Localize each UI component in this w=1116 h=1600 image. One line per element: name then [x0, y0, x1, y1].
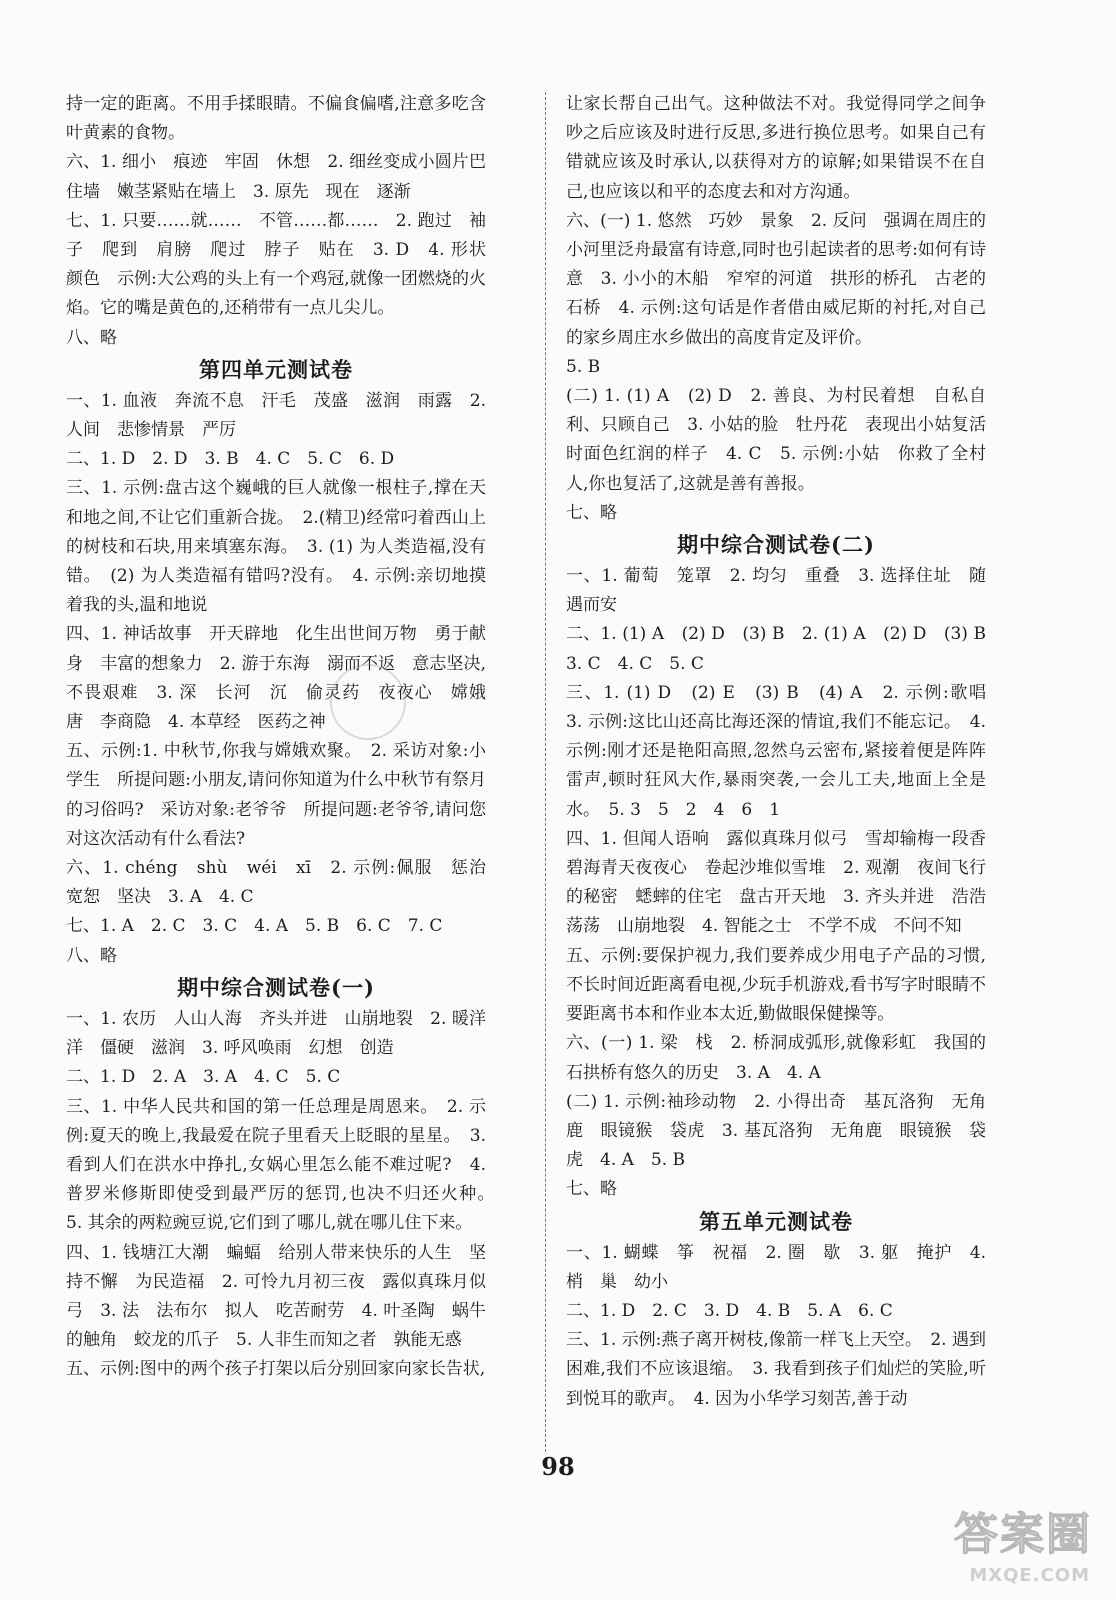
page-number: 98 [541, 1452, 575, 1481]
answer-paragraph: 七、1. A 2. C 3. C 4. A 5. B 6. C 7. C [66, 916, 443, 937]
answer-paragraph: 六、(一) 1. 悠然 巧妙 景象 2. 反问 强调在周庄的小河里泛舟最富有诗意,同时也引起读者的思考:如何有诗意 3. 小小的木船 窄窄的河道 拱形的桥孔 古老的石桥 4. 示例:这句话是作者借由威尼斯的衬托,对自己的家乡周庄水乡做出的高度肯定及评价。 [566, 210, 986, 348]
answer-paragraph: 五、示例:图中的两个孩子打架以后分别回家向家长告状, [66, 1359, 486, 1380]
answer-paragraph: 八、略 [66, 327, 117, 348]
watermark-logo: 答案圈 [954, 1509, 1092, 1560]
answer-paragraph: 二、1. D 2. C 3. D 4. B 5. A 6. C [566, 1300, 893, 1321]
answer-paragraph: 三、1. 中华人民共和国的第一任总理是周恩来。 2. 示例:夏天的晚上,我最爱在院子里看天上眨眼的星星。 3. 看到人们在洪水中挣扎,女娲心里怎么能不难过呢? 4. 普罗米修斯即使受到最严厉的惩罚,也决不归还火种。 5. 其余的两粒豌豆说,它们到了哪儿,就在哪儿住下来。 [66, 1096, 503, 1234]
answer-paragraph: 5. B [566, 356, 601, 377]
answer-paragraph: 六、1. 细小 痕迹 牢固 休想 2. 细丝变成小圆片巴住墙 嫩茎紧贴在墙上 3. 原先 现在 逐渐 [66, 152, 486, 202]
answer-paragraph: 二、1. (1) A (2) D (3) B 2. (1) A (2) D (3) B 3. C 4. C 5. C [566, 624, 1003, 674]
answer-paragraph: 一、1. 葡萄 笼罩 2. 均匀 重叠 3. 选择住址 随遇而安 [566, 566, 986, 616]
site-watermark [896, 1498, 1096, 1588]
answer-paragraph: 三、1. (1) D (2) E (3) B (4) A 2. 示例:歌唱 3. 示例:这比山还高比海还深的情谊,我们不能忘记。 4. 示例:刚才还是艳阳高照,忽然乌云密布,紧接着便是阵阵雷声,顿时狂风大作,暴雨突袭,一会儿工夫,地面上全是水。 5. 3 5 2 4 6 1 [566, 682, 1003, 820]
answer-paragraph: 二、1. D 2. D 3. B 4. C 5. C 6. D [66, 449, 395, 470]
right-column [566, 90, 1003, 1414]
section-heading: 期中综合测试卷(二) [677, 532, 875, 558]
answer-paragraph: 六、(一) 1. 梁 栈 2. 桥洞成弧形,就像彩虹 我国的石拱桥有悠久的历史 3. A 4. A [566, 1033, 986, 1083]
answer-paragraph: 七、略 [566, 1179, 617, 1200]
answer-paragraph: 四、1. 但闻人语响 露似真珠月似弓 雪却输梅一段香 碧海青天夜夜心 卷起沙堆似雪堆 2. 观潮 夜间飞行的秘密 蟋蟀的住宅 盘古开天地 3. 齐头并进 浩浩荡荡 山崩地裂 4. 智能之士 不学不成 不问不知 [566, 828, 1003, 937]
answer-paragraph: 一、1. 农历 人山人海 齐头并进 山崩地裂 2. 暖洋洋 僵硬 滋润 3. 呼风唤雨 幻想 创造 [66, 1008, 486, 1059]
answer-paragraph: 让家长帮自己出气。这种做法不对。我觉得同学之间争吵之后应该及时进行反思,多进行换位思考。如果自己有错就应该及时承认,以获得对方的谅解;如果错误不在自己,也应该以和平的态度去和对方沟通。 [566, 94, 986, 202]
section-heading: 期中综合测试卷(一) [177, 974, 375, 1000]
answer-paragraph: 三、1. 示例:盘古这个巍峨的巨人就像一根柱子,撑在天和地之间,不让它们重新合拢。 2.(精卫)经常叼着西山上的树枝和石块,用来填塞东海。 3. (1) 为人类造福,没有错。 (2) 为人类造福有错吗?没有。 4. 示例:亲切地摸着我的头,温和地说 [66, 478, 486, 616]
column-divider [545, 92, 546, 1452]
answer-paragraph: 三、1. 示例:燕子离开树枝,像箭一样飞上天空。 2. 遇到困难,我们不应该退缩。 3. 我看到孩子们灿烂的笑脸,听到悦耳的歌声。 4. 因为小华学习刻苦,善于动 [566, 1330, 986, 1409]
section-heading: 第五单元测试卷 [699, 1208, 853, 1234]
answer-paragraph: 五、示例:要保护视力,我们要养成少用电子产品的习惯,不长时间近距离看电视,少玩手机游戏,看书写字时眼睛不要距离书本和作业本太近,勤做眼保健操等。 [566, 945, 986, 1025]
answer-paragraph: 四、1. 钱塘江大潮 蝙蝠 给别人带来快乐的人生 坚持不懈 为民造福 2. 可怜九月初三夜 露似真珠月似弓 3. 法 法布尔 拟人 吃苦耐劳 4. 叶圣陶 蜗牛的触角 蛟龙的爪子 5. 人非生而知之者 孰能无惑 [66, 1242, 486, 1351]
answer-paragraph: 八、略 [66, 945, 117, 966]
answer-paragraph: 七、1. 只要……就…… 不管……都…… 2. 跑过 袖子 爬到 肩膀 爬过 脖子 贴在 3. D 4. 形状 颜色 示例:大公鸡的头上有一个鸡冠,就像一团燃烧的火焰。它的嘴是黄色的,还稍带有一点儿尖儿。 [66, 210, 503, 319]
left-column [66, 90, 503, 1385]
answer-paragraph: 二、1. D 2. A 3. A 4. C 5. C [66, 1067, 341, 1088]
answer-paragraph: (二) 1. (1) A (2) D 2. 善良、为村民着想 自私自利、只顾自己 3. 小姑的脸 牡丹花 表现出小姑复活时面色红润的样子 4. C 5. 示例:小姑 你救了全村人,你也复活了,这就是善有善报。 [566, 386, 986, 494]
answer-paragraph: 一、1. 蝴蝶 筝 祝福 2. 圈 歇 3. 躯 掩护 4. 梢 巢 幼小 [566, 1242, 986, 1292]
answer-paragraph: (二) 1. 示例:袖珍动物 2. 小得出奇 基瓦洛狗 无角鹿 眼镜猴 袋虎 3. 基瓦洛狗 无角鹿 眼镜猴 袋虎 4. A 5. B [566, 1091, 986, 1171]
section-heading: 第四单元测试卷 [199, 356, 353, 382]
watermark-url: MXQE.COM [969, 1565, 1090, 1586]
answer-paragraph: 四、1. 神话故事 开天辟地 化生出世间万物 勇于献身 丰富的想象力 2. 游于东海 溺而不返 意志坚决,不畏艰难 3. 深 长河 沉 偷灵药 夜夜心 嫦娥 唐 李商隐 4. 本草经 医药之神 [66, 624, 503, 733]
answer-paragraph: 六、1. chéng shù wéi xī 2. 示例:佩服 惩治 宽恕 坚决 3. A 4. C [66, 858, 503, 908]
answer-paragraph: 一、1. 血液 奔流不息 汗毛 茂盛 滋润 雨露 2. 人间 悲惨情景 严厉 [66, 390, 486, 441]
answer-paragraph: 七、略 [566, 502, 617, 523]
answer-paragraph: 五、示例:1. 中秋节,你我与嫦娥欢聚。 2. 采访对象:小学生 所提问题:小朋友,请问你知道为什么中秋节有祭月的习俗吗? 采访对象:老爷爷 所提问题:老爷爷,请问您对这次活动有什么看法? [66, 741, 486, 849]
answer-paragraph: 持一定的距离。不用手揉眼睛。不偏食偏嗜,注意多吃含叶黄素的食物。 [66, 94, 486, 144]
